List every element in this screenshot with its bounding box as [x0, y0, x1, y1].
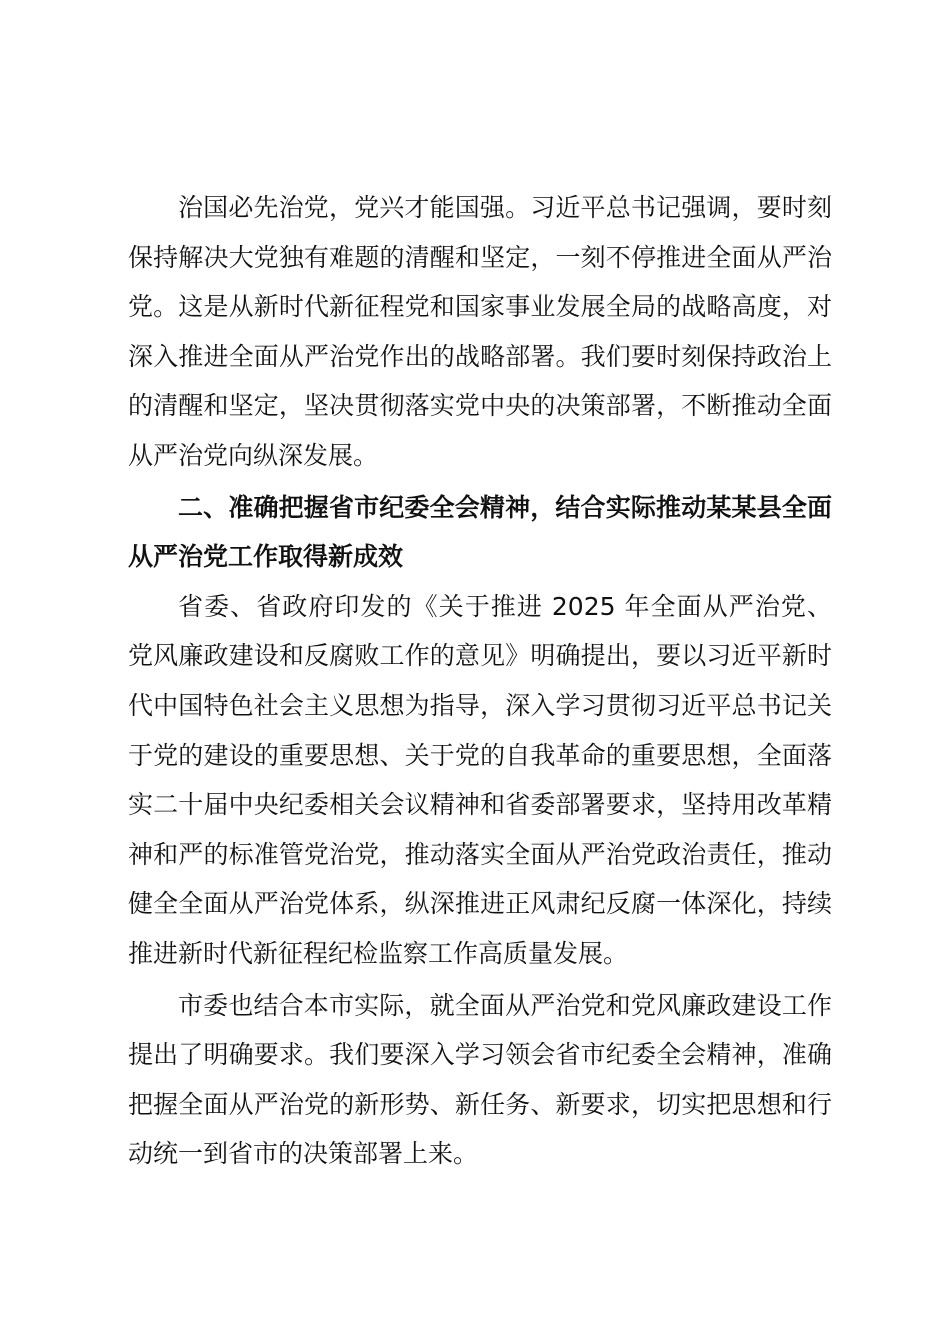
paragraph-intro: 治国必先治党，党兴才能国强。习近平总书记强调，要时刻保持解决大党独有难题的清醒和坚定，一刻不停推进全面从严治党。这是从新时代新征程党和国家事业发展全局的战略高度，对深入推进全面从严治党作出的战略部署。我们要时刻保持政治上的清醒和坚定，坚决贯彻落实党中央的决策部署，不断推动全面从严治党向纵深发展。 — [128, 193, 832, 470]
paragraph-municipal-requirements: 市委也结合本市实际，就全面从严治党和党风廉政建设工作提出了明确要求。我们要深入学习领会省市纪委全会精神，准确把握全面从严治党的新形势、新任务、新要求，切实把思想和行动统一到省市的决策部署上来。 — [128, 990, 832, 1169]
paragraph-provincial-opinion: 省委、省政府印发的《关于推进 2025 年全面从严治党、党风廉政建设和反腐败工作的意见》明确提出，要以习近平新时代中国特色社会主义思想为指导，深入学习贯彻习近平总书记关于党的建设的重要思想、关于党的自我革命的重要思想，全面落实二十届中央纪委相关会议精神和省委部署要求，坚持用改革精神和严的标准管党治党，推动落实全面从严治党政治责任，推动健全全面从严治党体系，纵深推进正风肃纪反腐一体深化，持续推进新时代新征程纪检监察工作高质量发展。 — [128, 591, 832, 968]
document-body — [128, 183, 832, 1179]
section-heading-two: 二、准确把握省市纪委全会精神，结合实际推动某某县全面从严治党工作取得新成效 — [128, 492, 832, 572]
